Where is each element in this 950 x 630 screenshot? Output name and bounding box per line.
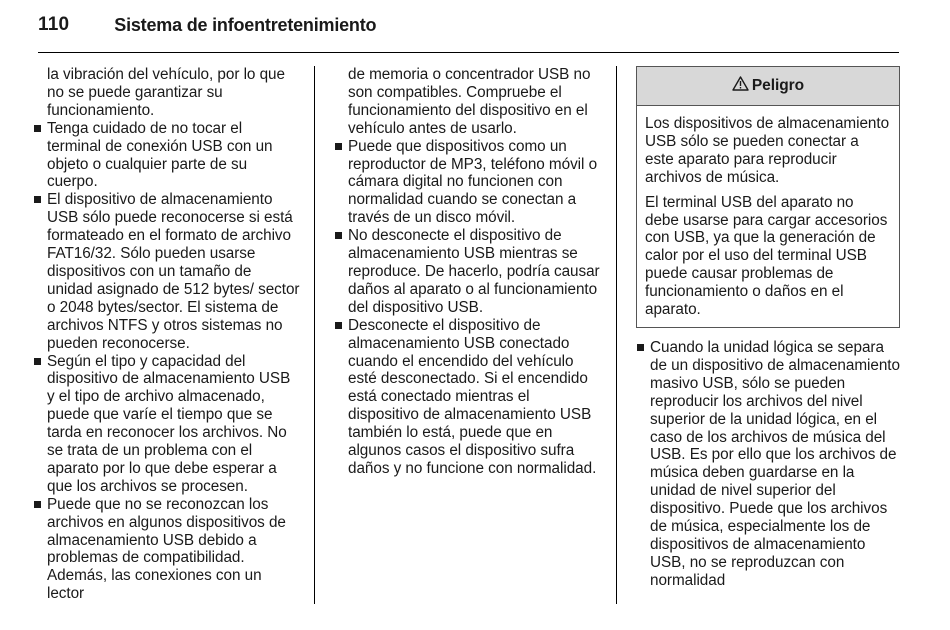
bullet-item: Cuando la unidad lógica se separa de un dispositivo de almacenamiento masivo USB, sólo se pueden reproducir los archivos del nivel superior de la unidad lógica, en el caso de los archivos de música del USB. Es por ello que los archivos de música deben guardarse en la unidad de nivel superior del dispositivo. Puede que los archivos de música, especialmente los de dispositivos de almacenamiento USB, no se reproduzcan con normalidad [650, 339, 902, 590]
page-header [38, 10, 376, 40]
bullet-item: Puede que dispositivos como un reproductor de MP3, teléfono móvil o cámara digital no funcionen con normalidad cuando se conectan a través de un disco móvil. [348, 138, 603, 228]
warning-box [636, 66, 900, 328]
bullet-item: Tenga cuidado de no tocar el terminal de conexión USB con un objeto o cualquier parte de su cuerpo. [47, 120, 300, 192]
bullet-item: Según el tipo y capacidad del dispositivo de almacenamiento USB y el tipo de archivo almacenado, puede que varíe el tiempo que se tarda en reconocer los archivos. No se trata de un problema con el aparato por lo que debe esperar a que los archivos se procesen. [47, 353, 300, 496]
warning-title: Peligro [751, 77, 805, 95]
bullet-item: Desconecte el dispositivo de almacenamiento USB conectado cuando el encendido del vehículo esté desconectado. Si el encendido está conectado mientras el dispositivo de almacenamiento USB también lo está, puede que en algunos casos el dispositivo sufra daños y no funcione con normalidad. [348, 317, 603, 478]
warning-paragraph: Los dispositivos de almacenamiento USB sólo se pueden conectar a este aparato para reproducir archivos de música. [645, 115, 890, 186]
warning-triangle-icon [732, 76, 749, 96]
bullet-item: Puede que no se reconozcan los archivos en algunos dispositivos de almacenamiento USB debido a problemas de compatibilidad. Además, las conexiones con un lector [47, 496, 300, 603]
page-title: Sistema de infoentretenimiento [114, 14, 377, 35]
column-divider [314, 66, 315, 604]
text-column-1 [47, 66, 300, 603]
text-column-3 [636, 66, 902, 590]
warning-paragraph: El terminal USB del aparato no debe usarse para cargar accesorios con USB, ya que la generación de calor por el uso del terminal USB puede causar problemas de funcionamiento o daños en el aparato. [645, 193, 888, 319]
paragraph: de memoria o concentrador USB no son compatibles. Compruebe el funcionamiento del dispositivo en el vehículo antes de usarlo. [348, 66, 591, 137]
warning-body [637, 106, 899, 327]
warning-header [637, 67, 899, 106]
bullet-item: No desconecte el dispositivo de almacenamiento USB mientras se reproduce. De hacerlo, podría causar daños al aparato o al funcionamiento del dispositivo USB. [348, 227, 603, 317]
bullet-item: El dispositivo de almacenamiento USB sólo puede reconocerse si está formateado en el formato de archivo FAT16/32. Sólo pueden usarse dispositivos con un tamaño de unidad asignado de 512 bytes/ sector o 2048 bytes/sector. El sistema de archivos NTFS y otros sistemas no pueden reconocerse. [47, 191, 300, 352]
paragraph: la vibración del vehículo, por lo que no se puede garantizar su funcionamiento. [47, 66, 285, 119]
column-divider [616, 66, 617, 604]
page-number: 110 [38, 14, 70, 35]
text-column-2 [348, 66, 603, 478]
header-rule [38, 52, 899, 53]
